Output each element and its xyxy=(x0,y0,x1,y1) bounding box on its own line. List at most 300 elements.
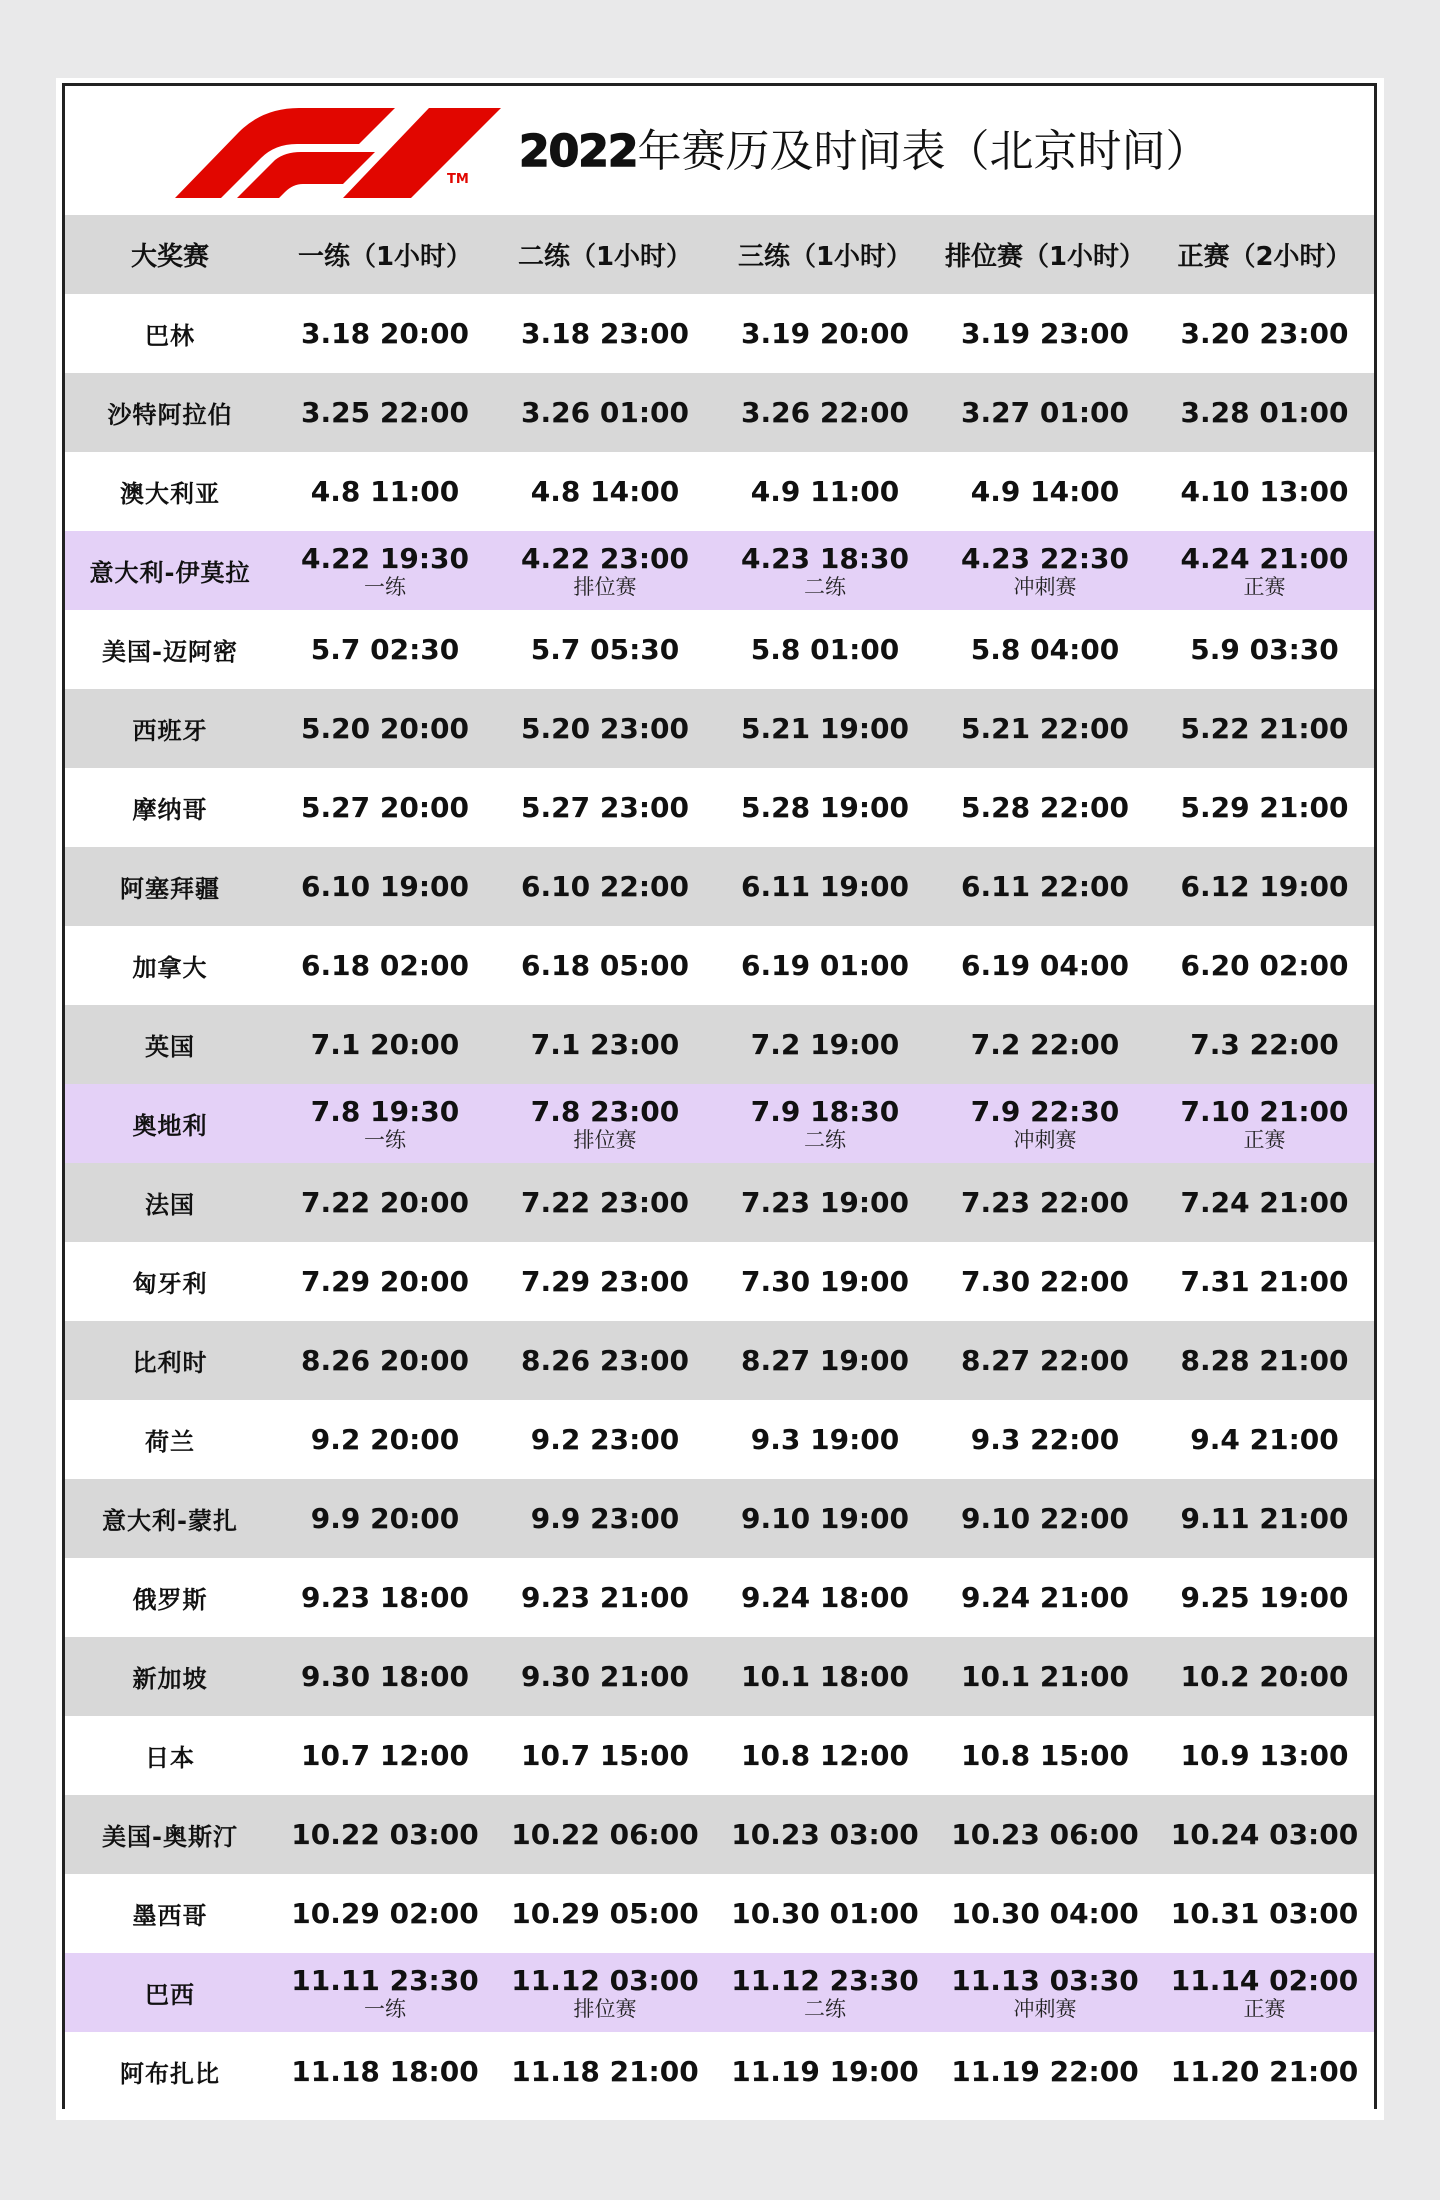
session-cell xyxy=(495,1479,715,1558)
session-cell xyxy=(715,531,935,610)
grand-prix-cell xyxy=(65,294,275,373)
session-cell xyxy=(715,847,935,926)
session-time: 11.14 02:00 xyxy=(1170,1963,1359,1997)
session-time: 5.9 03:30 xyxy=(1190,633,1339,666)
session-time: 6.18 02:00 xyxy=(301,949,469,982)
session-time: 7.22 20:00 xyxy=(301,1186,469,1219)
session-time: 5.8 01:00 xyxy=(750,633,900,666)
column-header: 大奖赛 xyxy=(130,242,209,272)
session-cell xyxy=(275,531,495,610)
session-time: 5.20 23:00 xyxy=(521,712,689,745)
session-cell xyxy=(495,452,715,531)
table-row xyxy=(65,768,1374,847)
session-time: 3.20 23:00 xyxy=(1180,317,1349,350)
session-time: 6.19 01:00 xyxy=(741,949,909,982)
session-time: 8.28 21:00 xyxy=(1180,1344,1349,1377)
session-time: 4.8 14:00 xyxy=(530,475,680,508)
session-cell xyxy=(495,926,715,1005)
session-time: 9.3 19:00 xyxy=(750,1423,900,1456)
session-time: 10.23 03:00 xyxy=(731,1818,919,1851)
column-header: 三练（1小时） xyxy=(737,242,913,272)
table-row xyxy=(65,847,1374,926)
session-time: 9.30 18:00 xyxy=(301,1660,469,1693)
session-time: 7.2 19:00 xyxy=(750,1028,900,1061)
grand-prix-cell xyxy=(65,1795,275,1874)
table-row xyxy=(65,1321,1374,1400)
session-time: 4.8 11:00 xyxy=(310,475,460,508)
session-time: 9.4 21:00 xyxy=(1190,1423,1339,1456)
session-cell xyxy=(495,1953,715,2032)
grand-prix-name: 匈牙利 xyxy=(132,1270,208,1298)
session-cell xyxy=(935,1637,1155,1716)
table-row xyxy=(65,373,1374,452)
session-cell xyxy=(935,1242,1155,1321)
session-cell xyxy=(495,1874,715,1953)
session-time: 7.23 22:00 xyxy=(961,1186,1129,1219)
session-time: 5.20 20:00 xyxy=(301,712,469,745)
session-time: 7.1 20:00 xyxy=(310,1028,460,1061)
table-header-row xyxy=(65,215,1374,294)
session-cell xyxy=(275,1953,495,2032)
session-cell xyxy=(715,1242,935,1321)
table-row xyxy=(65,1558,1374,1637)
session-time: 3.19 20:00 xyxy=(741,317,909,350)
session-time: 5.8 04:00 xyxy=(970,633,1120,666)
session-cell xyxy=(1155,1795,1374,1874)
logo-trademark: TM xyxy=(447,172,469,187)
session-cell xyxy=(715,452,935,531)
session-cell xyxy=(715,1163,935,1242)
grand-prix-name: 美国-奥斯汀 xyxy=(102,1823,238,1851)
table-row xyxy=(65,1242,1374,1321)
session-cell xyxy=(275,1084,495,1163)
session-cell xyxy=(935,689,1155,768)
session-time: 4.23 18:30 xyxy=(741,541,909,575)
session-cell xyxy=(715,373,935,452)
session-cell xyxy=(715,2032,935,2111)
title-suffix: 年赛历及时间表（北京时间） xyxy=(637,126,1210,177)
grand-prix-name: 沙特阿拉伯 xyxy=(107,401,233,429)
grand-prix-name: 俄罗斯 xyxy=(132,1586,208,1614)
session-cell xyxy=(1155,1005,1374,1084)
session-cell xyxy=(275,373,495,452)
session-time: 7.30 19:00 xyxy=(741,1265,909,1298)
session-time: 9.3 22:00 xyxy=(970,1423,1120,1456)
session-cell xyxy=(275,1321,495,1400)
session-type-label: 排位赛 xyxy=(573,1996,637,2021)
session-time: 9.23 18:00 xyxy=(301,1581,469,1614)
session-time: 3.27 01:00 xyxy=(961,396,1129,429)
session-time: 10.31 03:00 xyxy=(1170,1897,1359,1930)
session-cell xyxy=(1155,610,1374,689)
table-row xyxy=(65,1637,1374,1716)
session-cell xyxy=(275,926,495,1005)
table-row xyxy=(65,1084,1374,1163)
session-cell xyxy=(1155,1479,1374,1558)
grand-prix-cell xyxy=(65,373,275,452)
session-time: 9.10 19:00 xyxy=(741,1502,909,1535)
session-time: 4.24 21:00 xyxy=(1180,541,1349,575)
session-time: 10.8 15:00 xyxy=(961,1739,1129,1772)
session-cell xyxy=(275,2032,495,2111)
grand-prix-name: 巴西 xyxy=(145,1981,195,2009)
session-cell xyxy=(935,1005,1155,1084)
session-cell xyxy=(935,847,1155,926)
session-time: 9.24 18:00 xyxy=(741,1581,909,1614)
session-time: 5.28 22:00 xyxy=(961,791,1129,824)
session-cell xyxy=(495,2032,715,2111)
grand-prix-cell xyxy=(65,1874,275,1953)
session-cell xyxy=(1155,926,1374,1005)
session-cell xyxy=(935,531,1155,610)
session-cell xyxy=(275,1558,495,1637)
grand-prix-cell xyxy=(65,1637,275,1716)
session-cell xyxy=(935,452,1155,531)
table-row xyxy=(65,1479,1374,1558)
session-type-label: 二练 xyxy=(804,574,846,599)
session-cell xyxy=(1155,1558,1374,1637)
session-time: 10.22 06:00 xyxy=(511,1818,699,1851)
session-time: 7.29 23:00 xyxy=(521,1265,689,1298)
session-time: 7.30 22:00 xyxy=(961,1265,1129,1298)
session-cell xyxy=(715,1084,935,1163)
session-cell xyxy=(715,1321,935,1400)
session-cell xyxy=(715,610,935,689)
session-type-label: 冲刺赛 xyxy=(1013,574,1077,599)
session-cell xyxy=(1155,768,1374,847)
session-time: 8.26 23:00 xyxy=(521,1344,689,1377)
session-type-label: 排位赛 xyxy=(573,1127,637,1152)
session-type-label: 二练 xyxy=(804,1996,846,2021)
session-cell xyxy=(715,1400,935,1479)
session-time: 6.12 19:00 xyxy=(1180,870,1349,903)
session-cell xyxy=(1155,1163,1374,1242)
session-cell xyxy=(1155,531,1374,610)
session-time: 3.26 01:00 xyxy=(521,396,689,429)
session-cell xyxy=(715,1874,935,1953)
session-time: 10.23 06:00 xyxy=(951,1818,1139,1851)
session-type-label: 正赛 xyxy=(1243,1996,1286,2021)
grand-prix-name: 比利时 xyxy=(132,1349,208,1377)
session-time: 10.1 21:00 xyxy=(961,1660,1129,1693)
grand-prix-name: 阿塞拜疆 xyxy=(120,875,220,903)
grand-prix-name: 荷兰 xyxy=(145,1428,195,1456)
session-time: 5.21 22:00 xyxy=(961,712,1129,745)
session-time: 9.11 21:00 xyxy=(1180,1502,1349,1535)
session-cell xyxy=(1155,1637,1374,1716)
session-cell xyxy=(1155,294,1374,373)
table-row xyxy=(65,1005,1374,1084)
session-time: 3.18 20:00 xyxy=(301,317,469,350)
session-time: 5.28 19:00 xyxy=(741,791,909,824)
session-cell xyxy=(715,768,935,847)
session-type-label: 正赛 xyxy=(1243,574,1286,599)
session-cell xyxy=(1155,373,1374,452)
session-type-label: 一练 xyxy=(364,1127,406,1152)
session-time: 5.29 21:00 xyxy=(1180,791,1349,824)
session-cell xyxy=(495,1321,715,1400)
session-time: 3.19 23:00 xyxy=(961,317,1129,350)
column-header: 一练（1小时） xyxy=(297,242,473,272)
session-time: 3.25 22:00 xyxy=(301,396,469,429)
session-time: 11.12 23:30 xyxy=(731,1963,919,1997)
session-time: 11.13 03:30 xyxy=(951,1963,1139,1997)
session-time: 11.19 19:00 xyxy=(731,2055,919,2088)
session-cell xyxy=(935,294,1155,373)
session-time: 7.3 22:00 xyxy=(1190,1028,1339,1061)
session-time: 5.7 05:30 xyxy=(530,633,680,666)
session-cell xyxy=(275,689,495,768)
grand-prix-cell xyxy=(65,768,275,847)
table-row xyxy=(65,1163,1374,1242)
session-time: 4.22 19:30 xyxy=(301,541,469,575)
session-time: 8.27 22:00 xyxy=(961,1344,1129,1377)
session-time: 11.12 03:00 xyxy=(511,1963,699,1997)
session-time: 9.9 23:00 xyxy=(530,1502,680,1535)
session-cell xyxy=(1155,2032,1374,2111)
table-row xyxy=(65,1795,1374,1874)
session-time: 11.18 18:00 xyxy=(291,2055,479,2088)
grand-prix-cell xyxy=(65,1400,275,1479)
grand-prix-cell xyxy=(65,1716,275,1795)
session-cell xyxy=(935,768,1155,847)
session-cell xyxy=(275,1716,495,1795)
session-cell xyxy=(495,610,715,689)
session-cell xyxy=(495,1084,715,1163)
session-cell xyxy=(275,1242,495,1321)
session-time: 3.28 01:00 xyxy=(1180,396,1349,429)
session-time: 6.11 19:00 xyxy=(741,870,909,903)
session-time: 10.24 03:00 xyxy=(1170,1818,1359,1851)
session-time: 10.7 12:00 xyxy=(301,1739,469,1772)
session-cell xyxy=(1155,1321,1374,1400)
session-time: 9.30 21:00 xyxy=(521,1660,689,1693)
session-type-label: 排位赛 xyxy=(573,574,637,599)
session-cell xyxy=(495,531,715,610)
table-row xyxy=(65,1400,1374,1479)
session-cell xyxy=(275,1163,495,1242)
session-time: 11.11 23:30 xyxy=(291,1963,479,1997)
grand-prix-cell xyxy=(65,1479,275,1558)
session-cell xyxy=(935,1795,1155,1874)
session-time: 10.30 01:00 xyxy=(731,1897,919,1930)
session-time: 7.8 23:00 xyxy=(530,1094,680,1128)
session-time: 6.20 02:00 xyxy=(1180,949,1349,982)
grand-prix-name: 法国 xyxy=(145,1191,195,1219)
session-type-label: 冲刺赛 xyxy=(1013,1996,1077,2021)
session-cell xyxy=(275,768,495,847)
session-cell xyxy=(495,1716,715,1795)
schedule-sheet xyxy=(62,83,1377,2109)
session-time: 6.11 22:00 xyxy=(961,870,1129,903)
session-time: 4.10 13:00 xyxy=(1180,475,1349,508)
column-header: 正赛（2小时） xyxy=(1177,242,1352,272)
session-cell xyxy=(935,610,1155,689)
grand-prix-cell xyxy=(65,689,275,768)
grand-prix-name: 意大利-伊莫拉 xyxy=(89,559,251,587)
table-row xyxy=(65,2032,1374,2111)
session-cell xyxy=(275,1637,495,1716)
session-time: 10.30 04:00 xyxy=(951,1897,1139,1930)
session-cell xyxy=(715,1479,935,1558)
session-cell xyxy=(275,1479,495,1558)
session-time: 5.7 02:30 xyxy=(310,633,460,666)
title-year: 2022 xyxy=(519,126,638,177)
grand-prix-name: 奥地利 xyxy=(132,1112,208,1140)
session-time: 7.23 19:00 xyxy=(741,1186,909,1219)
session-time: 7.24 21:00 xyxy=(1180,1186,1349,1219)
session-time: 10.2 20:00 xyxy=(1180,1660,1349,1693)
session-cell xyxy=(1155,1874,1374,1953)
session-time: 10.22 03:00 xyxy=(291,1818,479,1851)
session-time: 8.27 19:00 xyxy=(741,1344,909,1377)
grand-prix-cell xyxy=(65,847,275,926)
session-cell xyxy=(935,1479,1155,1558)
session-cell xyxy=(1155,1716,1374,1795)
session-time: 9.23 21:00 xyxy=(521,1581,689,1614)
session-cell xyxy=(495,294,715,373)
grand-prix-name: 新加坡 xyxy=(132,1665,208,1693)
session-time: 3.26 22:00 xyxy=(741,396,909,429)
session-time: 5.21 19:00 xyxy=(741,712,909,745)
session-cell xyxy=(935,1716,1155,1795)
session-time: 11.19 22:00 xyxy=(951,2055,1139,2088)
session-time: 6.10 22:00 xyxy=(521,870,689,903)
session-time: 7.9 22:30 xyxy=(970,1094,1120,1128)
session-time: 6.10 19:00 xyxy=(301,870,469,903)
session-time: 7.10 21:00 xyxy=(1180,1094,1349,1128)
session-cell xyxy=(275,847,495,926)
session-time: 11.20 21:00 xyxy=(1170,2055,1359,2088)
session-type-label: 正赛 xyxy=(1243,1127,1286,1152)
session-cell xyxy=(715,926,935,1005)
session-time: 9.2 20:00 xyxy=(310,1423,460,1456)
grand-prix-name: 阿布扎比 xyxy=(120,2060,220,2088)
table-row xyxy=(65,926,1374,1005)
session-cell xyxy=(275,294,495,373)
session-cell xyxy=(495,1637,715,1716)
session-cell xyxy=(495,1795,715,1874)
grand-prix-cell xyxy=(65,1321,275,1400)
session-cell xyxy=(935,1400,1155,1479)
session-cell xyxy=(495,1400,715,1479)
session-cell xyxy=(935,926,1155,1005)
session-type-label: 二练 xyxy=(804,1127,846,1152)
session-time: 9.24 21:00 xyxy=(961,1581,1129,1614)
grand-prix-cell xyxy=(65,1084,275,1163)
session-time: 10.29 05:00 xyxy=(511,1897,699,1930)
session-time: 5.22 21:00 xyxy=(1180,712,1349,745)
column-header: 排位赛（1小时） xyxy=(944,242,1146,272)
grand-prix-cell xyxy=(65,452,275,531)
grand-prix-cell xyxy=(65,531,275,610)
session-time: 7.22 23:00 xyxy=(521,1186,689,1219)
session-cell xyxy=(275,1005,495,1084)
schedule-table xyxy=(65,215,1374,2111)
grand-prix-name: 美国-迈阿密 xyxy=(102,638,238,666)
session-time: 5.27 23:00 xyxy=(521,791,689,824)
session-time: 7.9 18:30 xyxy=(750,1094,900,1128)
session-cell xyxy=(935,1953,1155,2032)
session-cell xyxy=(495,1005,715,1084)
session-cell xyxy=(495,1163,715,1242)
table-row xyxy=(65,689,1374,768)
grand-prix-name: 墨西哥 xyxy=(132,1902,208,1930)
session-time: 7.31 21:00 xyxy=(1180,1265,1349,1298)
session-cell xyxy=(715,1637,935,1716)
session-cell xyxy=(935,1558,1155,1637)
session-time: 10.7 15:00 xyxy=(521,1739,689,1772)
session-type-label: 一练 xyxy=(364,1996,406,2021)
table-row xyxy=(65,452,1374,531)
session-cell xyxy=(935,373,1155,452)
session-cell xyxy=(275,610,495,689)
session-cell xyxy=(715,294,935,373)
grand-prix-cell xyxy=(65,1242,275,1321)
session-cell xyxy=(715,689,935,768)
grand-prix-cell xyxy=(65,1953,275,2032)
session-time: 11.18 21:00 xyxy=(511,2055,699,2088)
page-title xyxy=(519,122,1209,182)
session-time: 4.22 23:00 xyxy=(521,541,689,575)
session-cell xyxy=(1155,1084,1374,1163)
session-cell xyxy=(935,2032,1155,2111)
session-cell xyxy=(715,1953,935,2032)
session-cell xyxy=(495,847,715,926)
session-cell xyxy=(1155,1953,1374,2032)
session-time: 8.26 20:00 xyxy=(301,1344,469,1377)
session-cell xyxy=(1155,1400,1374,1479)
grand-prix-cell xyxy=(65,1005,275,1084)
session-cell xyxy=(495,689,715,768)
table-row xyxy=(65,294,1374,373)
session-cell xyxy=(275,1400,495,1479)
grand-prix-name: 西班牙 xyxy=(132,717,208,745)
session-time: 3.18 23:00 xyxy=(521,317,689,350)
session-cell xyxy=(1155,1242,1374,1321)
grand-prix-name: 加拿大 xyxy=(132,954,208,982)
session-time: 10.9 13:00 xyxy=(1180,1739,1349,1772)
session-type-label: 冲刺赛 xyxy=(1013,1127,1077,1152)
session-time: 10.1 18:00 xyxy=(741,1660,909,1693)
table-row xyxy=(65,1953,1374,2032)
session-time: 7.2 22:00 xyxy=(970,1028,1120,1061)
session-time: 4.9 11:00 xyxy=(750,475,900,508)
session-type-label: 一练 xyxy=(364,574,406,599)
session-cell xyxy=(715,1558,935,1637)
grand-prix-name: 巴林 xyxy=(145,322,195,350)
header xyxy=(65,86,1374,215)
session-time: 6.18 05:00 xyxy=(521,949,689,982)
grand-prix-cell xyxy=(65,1558,275,1637)
session-cell xyxy=(935,1321,1155,1400)
session-cell xyxy=(495,373,715,452)
session-cell xyxy=(1155,689,1374,768)
session-cell xyxy=(275,452,495,531)
session-time: 4.9 14:00 xyxy=(970,475,1120,508)
session-time: 6.19 04:00 xyxy=(961,949,1129,982)
session-time: 9.9 20:00 xyxy=(310,1502,460,1535)
session-cell xyxy=(935,1874,1155,1953)
session-cell xyxy=(1155,452,1374,531)
session-cell xyxy=(275,1874,495,1953)
session-cell xyxy=(935,1084,1155,1163)
session-cell xyxy=(1155,847,1374,926)
grand-prix-name: 摩纳哥 xyxy=(132,796,208,824)
session-time: 7.29 20:00 xyxy=(301,1265,469,1298)
column-header: 二练（1小时） xyxy=(517,242,693,272)
table-row xyxy=(65,610,1374,689)
